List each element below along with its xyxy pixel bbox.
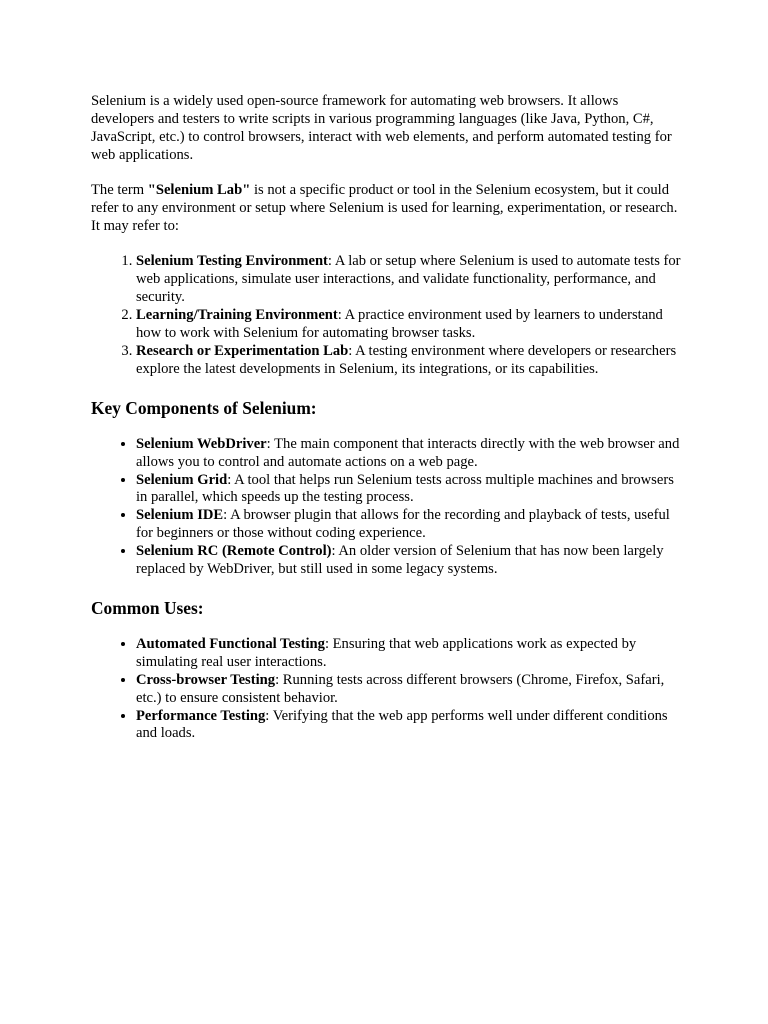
key-components-heading: Key Components of Selenium: [91,397,317,418]
list-item-desc: : Running tests across different browsers (Chrome, Firefox, Safari, etc.) to ensure consistent behavior. [136,671,665,706]
list-item [136,507,681,543]
list-item [136,253,681,307]
term-text-after: is not a specific product or tool in the Selenium ecosystem, but it could refer to any environment or setup where Selenium is used for learning, experimentation, or research. It may refer to: [91,182,678,234]
list-item [136,436,681,472]
term-text-before: The term [91,182,148,199]
list-item [136,708,681,744]
list-item-desc: : A tool that helps run Selenium tests across multiple machines and browsers in parallel, which speeds up the testing process. [136,471,674,506]
list-item-term: Selenium Testing Environment [136,253,328,270]
key-components-list [91,436,681,579]
list-item-desc: : A testing environment where developers or researchers explore the latest developments in Selenium, its integrations, or its capabilities. [136,342,677,377]
list-item [136,636,681,672]
list-item-term: Selenium RC (Remote Control) [136,543,332,560]
list-item [136,472,681,508]
list-item [136,343,681,379]
list-item-desc: : Ensuring that web applications work as expected by simulating real user interactions. [136,635,637,670]
list-item [136,543,681,579]
list-item-desc: : Verifying that the web app performs well under different conditions and loads. [136,707,668,742]
lab-types-list [91,253,681,378]
list-item-term: Learning/Training Environment [136,307,338,324]
list-item-term: Selenium WebDriver [136,435,267,452]
term-bold: "Selenium Lab" [147,182,251,199]
list-item-term: Selenium IDE [136,507,224,524]
list-item-desc: : A browser plugin that allows for the recording and playback of tests, useful for beginners or those without coding experience. [136,507,670,542]
document-page [91,93,681,743]
list-item-term: Performance Testing [136,707,266,724]
list-item-term: Research or Experimentation Lab [136,342,349,359]
list-item-desc: : The main component that interacts directly with the web browser and allows you to control and automate actions on a web page. [136,435,680,470]
common-uses-list [91,636,681,743]
common-uses-heading: Common Uses: [91,597,204,618]
list-item-desc: : A lab or setup where Selenium is used to automate tests for web applications, simulate user interactions, and validate functionality, performance, and security. [136,253,681,306]
list-item-term: Cross-browser Testing [136,671,276,688]
intro-paragraph: Selenium is a widely used open-source framework for automating web browsers. It allows developers and testers to write scripts in various programming languages (like Java, Python, C#, JavaScript, etc.) to control browsers, interact with web elements, and perform automated testing for web applications. [91,93,672,163]
list-item-desc: : An older version of Selenium that has now been largely replaced by WebDriver, but still used in some legacy systems. [136,543,664,578]
list-item [136,672,681,708]
list-item [136,307,681,343]
term-paragraph [91,182,681,236]
list-item-term: Automated Functional Testing [136,635,325,652]
list-item-term: Selenium Grid [136,471,228,488]
list-item-desc: : A practice environment used by learners to understand how to work with Selenium for automating browser tasks. [136,307,663,341]
